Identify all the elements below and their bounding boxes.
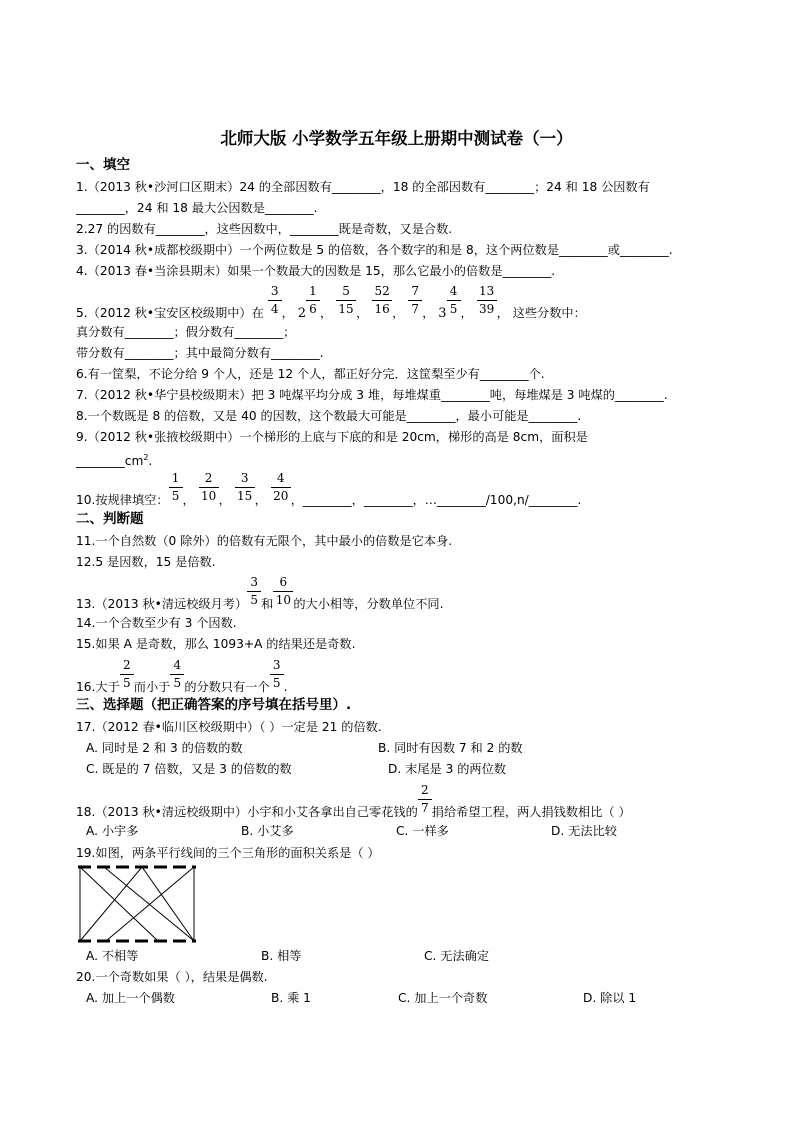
triangle-2-side-left: [80, 867, 142, 941]
question-5-fraction-2-whole: 2: [297, 306, 306, 321]
question-5-denominator: 16: [374, 302, 390, 316]
question-19-option-c[interactable]: C. 无法确定: [424, 949, 490, 963]
question-18-option-b[interactable]: B. 小艾多: [241, 824, 294, 838]
question-5-numerator: 3: [270, 284, 279, 298]
question-9-line-2: [76, 450, 152, 469]
question-16: [76, 658, 288, 695]
question-1-line-2: ________，24 和 18 最大公因数是________.: [76, 201, 318, 215]
question-5-fraction-5: [408, 284, 422, 320]
question-5-denominator: 15: [338, 302, 354, 316]
question-2: 2.27 的因数有________，这些因数中，________既是奇数，又是合数.: [76, 222, 453, 236]
question-10-fraction-1: [169, 471, 183, 507]
question-20-option-b[interactable]: B. 乘 1: [271, 991, 311, 1005]
question-18-prefix: 18.（2013 秋•清远校级期中）小宇和小艾各拿出自己零花钱的: [76, 805, 418, 819]
question-3: 3.（2014 秋•成都校级期中）一个两位数是 5 的倍数，各个数字的和是 8，这个两位数是________或________.: [76, 243, 673, 257]
question-5-fraction-2: [297, 284, 320, 321]
question-10-denominator: 5: [171, 489, 180, 503]
question-5-fractions: $\frac{3}{4}$ ， 2 $\frac{1}{6}$ ， $\frac{5}{15}$ ， $\frac{52}{16}$ ， $\frac{7}{7}$ ， 3 $\frac{4}{5}$ ， $\frac{13}{39}$ ，: [268, 306, 513, 320]
question-16-fraction-3: $\frac{3}{5}$: [270, 675, 284, 691]
question-5-numerator: 5: [342, 284, 350, 298]
question-5-fraction-6: [438, 284, 460, 321]
question-5-numerator: 52: [374, 284, 390, 298]
question-10-numerator: 2: [204, 471, 213, 485]
question-10-denominator: 15: [237, 489, 253, 503]
question-5-line-3: 带分数有________；其中最简分数有________.: [76, 346, 324, 360]
question-14: 14.一个合数至少有 3 个因数.: [76, 616, 237, 630]
question-10-denominator: 10: [200, 489, 217, 503]
question-5-numerator: 13: [478, 284, 495, 298]
question-10-denominator: 20: [273, 489, 289, 503]
question-5-fraction-7: [477, 284, 497, 320]
question-18-fraction: $\frac{2}{7}$: [418, 800, 432, 816]
question-20-option-d[interactable]: D. 除以 1: [583, 991, 637, 1005]
question-20-option-c[interactable]: C. 加上一个奇数: [398, 991, 488, 1005]
question-20: 20.一个奇数如果（ ），结果是偶数.: [76, 970, 268, 984]
question-8: 8.一个数既是 8 的倍数，又是 40 的因数，这个数最大可能是________，最小可能是________.: [76, 409, 582, 423]
parallel-lines-triangles-figure: [76, 865, 200, 945]
question-5-fraction-4: [372, 284, 392, 320]
question-17-option-d[interactable]: D. 末尾是 3 的两位数: [388, 762, 506, 776]
question-13-prefix: 13.（2013 秋•清远校级月考）: [76, 597, 248, 611]
question-15: 15.如果 A 是奇数，那么 1093+A 的结果还是奇数.: [76, 637, 356, 651]
question-19-option-a[interactable]: A. 不相等: [86, 949, 139, 963]
question-20-option-a[interactable]: A. 加上一个偶数: [86, 991, 175, 1005]
question-12: 12.5 是因数，15 是倍数.: [76, 555, 216, 569]
question-5-fraction-6-whole: 3: [438, 306, 447, 321]
question-10-fractions: $\frac{1}{5}$ ， $\frac{2}{10}$ ， $\frac{3}{15}$ ， $\frac{4}{20}$: [169, 493, 291, 507]
question-9-line-1: 9.（2012 秋•张掖校级期中）一个梯形的上底与下底的和是 20cm，梯形的高是 8cm，面积是: [76, 430, 588, 444]
question-13-fraction-2: $\frac{6}{10}$: [273, 592, 293, 608]
section-multiple-choice: 三、选择题（把正确答案的序号填在括号里）.: [76, 697, 352, 713]
question-18: [76, 783, 631, 820]
question-16-fraction-1: $\frac{2}{5}$: [120, 675, 134, 691]
question-9-blank: ________cm: [76, 454, 144, 469]
question-5-prefix: 5.（2012 秋•宝安区校级期中）在: [76, 306, 264, 320]
question-7: 7.（2012 秋•华宁县校级期末）把 3 吨煤平均分成 3 堆，每堆煤重________吨，每堆煤是 3 吨煤的________.: [76, 388, 668, 402]
question-5-denominator: 6: [309, 302, 317, 316]
question-17-option-b[interactable]: B. 同时有因数 7 和 2 的数: [378, 741, 523, 755]
question-18-option-a[interactable]: A. 小宇多: [86, 824, 139, 838]
question-16-mid-2: 的分数只有一个: [184, 680, 270, 694]
question-10: [76, 471, 582, 508]
question-5-numerator: 1: [309, 284, 317, 298]
question-17: 17.（2012 春•临川区校级期中）（ ）一定是 21 的倍数.: [76, 720, 382, 734]
question-5-numerator: 4: [449, 284, 458, 298]
question-4: 4.（2013 春•当涂县期末）如果一个数最大的因数是 15，那么它最小的倍数是________.: [76, 264, 556, 278]
question-13: [76, 575, 444, 612]
page-title: 北师大版 小学数学五年级上册期中测试卷（一）: [220, 129, 573, 148]
question-16-fraction-2: $\frac{4}{5}$: [170, 675, 184, 691]
question-16-end: .: [283, 680, 288, 694]
question-13-mid: 和: [261, 597, 274, 611]
question-10-numerator: 3: [240, 471, 249, 485]
question-9-superscript: 2: [143, 453, 149, 462]
question-10-fraction-2: [199, 471, 219, 507]
question-5-denominator: 39: [478, 302, 495, 316]
question-18-suffix: 捐给希望工程，两人捐钱数相比（ ）: [431, 805, 631, 819]
section-fill-blank: 一、填空: [76, 157, 130, 173]
question-17-option-c[interactable]: C. 既是的 7 倍数，又是 3 的倍数的数: [86, 762, 292, 776]
question-10-suffix: ，________，________，…________/100,n/________.: [290, 493, 582, 507]
question-13-suffix: 的大小相等，分数单位不同.: [293, 597, 444, 611]
question-6: 6.有一筐梨，不论分给 9 个人，还是 12 个人，都正好分完．这筐梨至少有________个.: [76, 367, 545, 381]
question-5-denominator: 7: [411, 302, 419, 316]
question-16-mid-1: 而小于: [133, 680, 171, 694]
question-11: 11.一个自然数（0 除外）的倍数有无限个，其中最小的倍数是它本身.: [76, 534, 453, 548]
question-17-option-a[interactable]: A. 同时是 2 和 3 的倍数的数: [86, 741, 243, 755]
question-10-numerator: 4: [276, 471, 285, 485]
question-18-option-c[interactable]: C. 一样多: [396, 824, 449, 838]
question-13-fraction-1: $\frac{3}{5}$: [247, 592, 261, 608]
question-10-fraction-4: [271, 471, 291, 507]
section-true-false: 二、判断题: [76, 511, 144, 527]
question-10-fraction-3: [235, 471, 255, 507]
question-5-numerator: 7: [411, 284, 419, 298]
question-5-denominator: 5: [449, 302, 458, 316]
question-5-line-2: 真分数有________；假分数有________；: [76, 325, 296, 339]
question-1-line-1: 1.（2013 秋•沙河口区期末）24 的全部因数有________，18 的全部因数有________；24 和 18 公因数有: [76, 180, 650, 194]
question-5-line-1: [76, 284, 586, 322]
question-18-option-d[interactable]: D. 无法比较: [551, 824, 617, 838]
question-10-numerator: 1: [171, 471, 180, 485]
question-19-option-b[interactable]: B. 相等: [261, 949, 302, 963]
question-5-fraction-1: [268, 284, 282, 320]
question-16-prefix: 16.大于: [76, 680, 120, 694]
question-5-denominator: 4: [270, 302, 279, 316]
question-5-fraction-3: [336, 284, 356, 320]
question-19: 19.如图，两条平行线间的三个三角形的面积关系是（ ）: [76, 846, 380, 860]
question-9-end: .: [148, 454, 153, 469]
question-5-suffix: 这些分数中：: [512, 306, 586, 320]
question-10-prefix: 10.按规律填空：: [76, 493, 169, 507]
